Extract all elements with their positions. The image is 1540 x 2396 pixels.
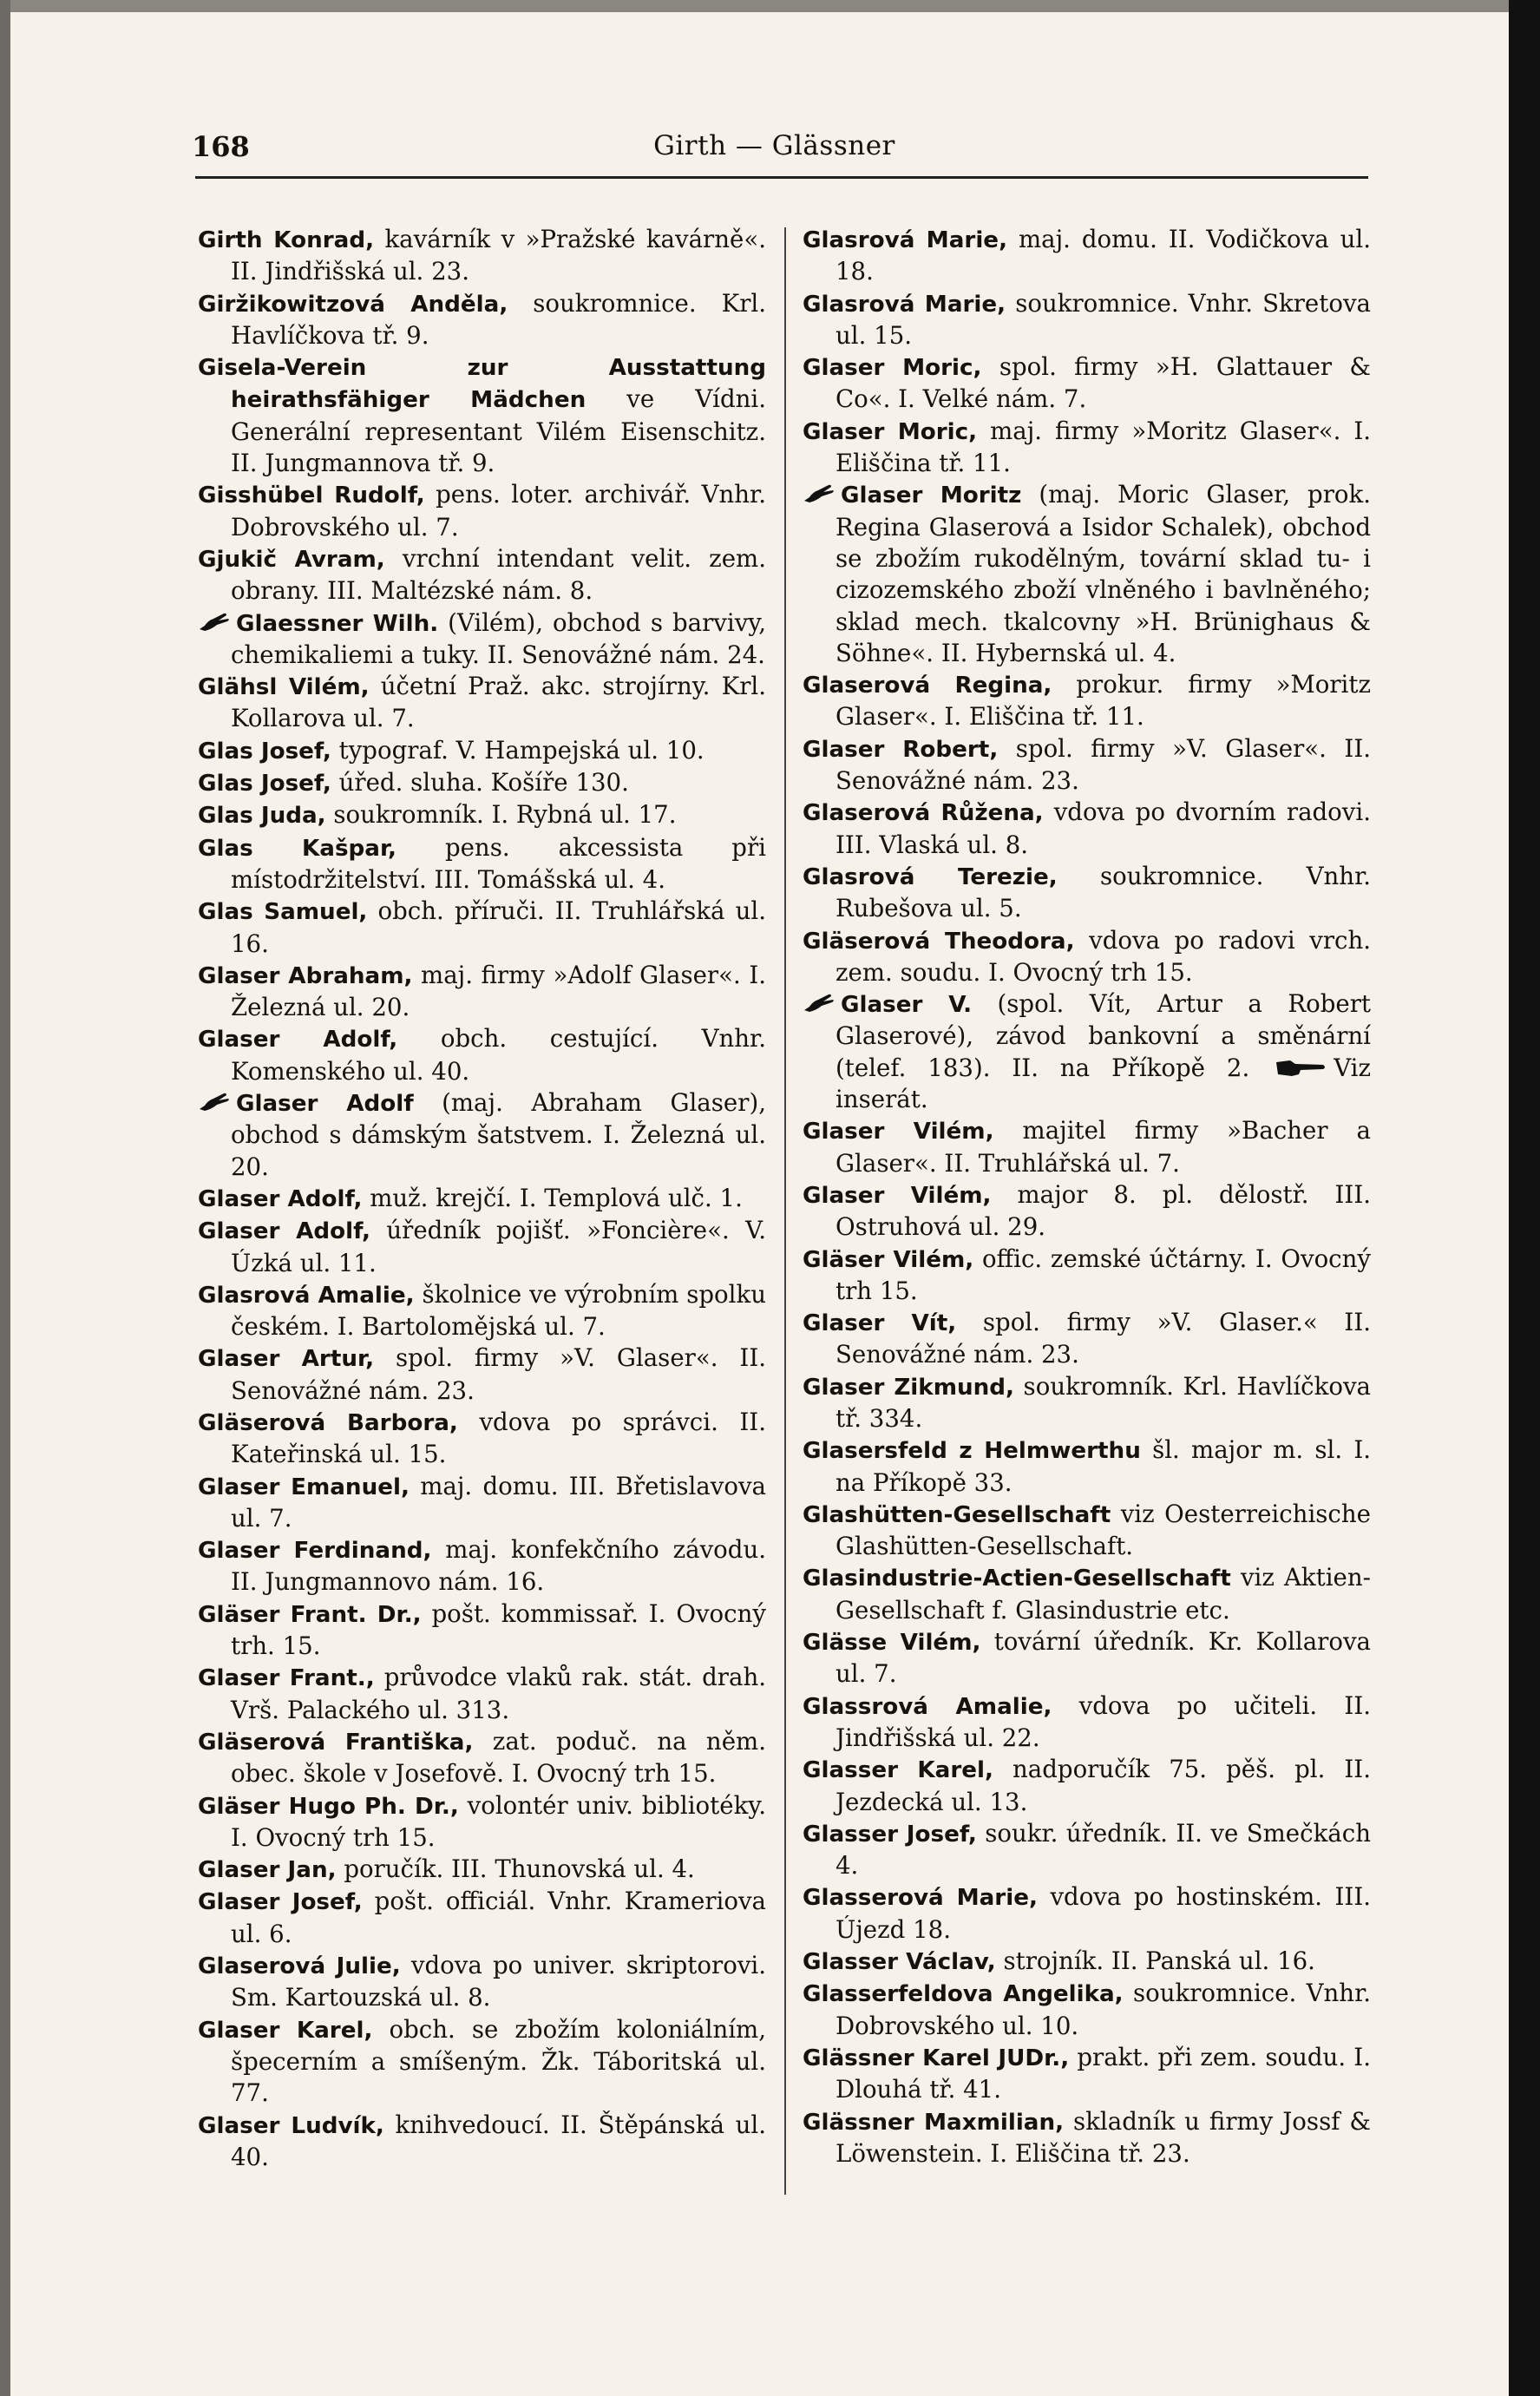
entry-details: muž. krejčí. I. Templová ulč. 1. xyxy=(370,1183,743,1212)
directory-entry xyxy=(198,1279,766,1343)
entry-name: Gläser Hugo Ph. Dr., xyxy=(198,1793,459,1820)
entry-name: Glasindustrie-Actien-Gesellschaft xyxy=(803,1566,1231,1592)
entry-details: knihvedoucí. II. Štěpánská ul. 40. xyxy=(231,2110,766,2171)
directory-entry xyxy=(803,1244,1371,1308)
entry-details: vdova po dvorním radovi. III. Vlaská ul. 8. xyxy=(836,798,1371,859)
entry-details: offic. zemské účtárny. I. Ovocný trh 15. xyxy=(836,1244,1371,1305)
directory-entry xyxy=(198,351,766,479)
entry-name: Gläserová Theodora, xyxy=(803,928,1075,955)
entry-name: Glaser Karel, xyxy=(198,2017,373,2044)
entry-details: účetní Praž. akc. strojírny. Krl. Kollarova ul. 7. xyxy=(231,672,766,733)
directory-entry xyxy=(198,288,766,352)
entry-name: Glaser Adolf, xyxy=(198,1218,371,1245)
directory-entry xyxy=(198,1790,766,1854)
entry-name: Glasrová Terezie, xyxy=(803,863,1058,890)
entry-name: Glaser Adolf, xyxy=(198,1185,363,1212)
directory-entry xyxy=(198,2110,766,2174)
entry-details: školnice ve výrobním spolku českém. I. Bartolomějská ul. 7. xyxy=(231,1279,766,1342)
entry-details: poručík. III. Thunovská ul. 4. xyxy=(344,1854,695,1884)
entry-name: Glaser Vilém, xyxy=(803,1182,992,1209)
directory-entry xyxy=(803,1371,1371,1435)
entry-name: Glashütten-Gesellschaft xyxy=(803,1501,1111,1528)
directory-entry xyxy=(198,1854,766,1886)
entry-details: obch. cestující. Vnhr. Komenského ul. 40. xyxy=(231,1024,766,1086)
entry-name: Glaser Moric, xyxy=(803,418,978,445)
directory-entry xyxy=(803,1626,1371,1690)
entry-details: (maj. Abraham Glaser), obchod s dámským šatstvem. I. Železná ul. 20. xyxy=(231,1088,766,1181)
directory-entry xyxy=(198,1023,766,1087)
entry-details: nadporučík 75. pěš. pl. II. Jezdecká ul. 13. xyxy=(836,1755,1371,1816)
directory-entry xyxy=(198,832,766,896)
directory-entry xyxy=(803,1946,1371,1978)
entry-name: Glässe Vilém, xyxy=(803,1630,981,1657)
entry-details: úředník pojišť. »Foncière«. V. Úzká ul. 11. xyxy=(231,1216,766,1277)
entry-name: Gisela-Verein zur Ausstattung heirathsfähiger Mädchen xyxy=(198,355,766,414)
telephone-mark-icon xyxy=(803,482,836,504)
entry-details: maj. konfekčního závodu. II. Jungmannovo nám. 16. xyxy=(231,1535,766,1597)
entry-details: obch. se zbožím koloniálním, špecerním a smíšeným. Žk. Táboritská ul. 77. xyxy=(231,2014,766,2108)
directory-entry xyxy=(198,896,766,960)
entry-name: Glas Josef, xyxy=(198,738,331,765)
directory-entry xyxy=(803,733,1371,798)
entry-details: strojník. II. Panská ul. 16. xyxy=(1003,1946,1315,1976)
directory-entry xyxy=(803,1881,1371,1946)
directory-entry xyxy=(803,416,1371,480)
right-column xyxy=(803,224,1371,2170)
entry-name: Glas Josef, xyxy=(198,771,331,798)
entry-details: úřed. sluha. Košíře 130. xyxy=(338,768,629,798)
directory-entry xyxy=(803,797,1371,861)
entry-name: Glas Kašpar, xyxy=(198,835,396,862)
pointing-hand-icon xyxy=(1275,1057,1327,1080)
directory-entry xyxy=(198,1342,766,1407)
entry-details: pens. loter. archivář. Vnhr. Dobrovského ul. 7. xyxy=(231,480,766,542)
entry-name: Glaser Jan, xyxy=(198,1857,337,1884)
scan-border-left xyxy=(0,0,10,2396)
entry-name: Glässner Maxmilian, xyxy=(803,2109,1065,2136)
entry-name: Glaser Adolf, xyxy=(198,1027,398,1054)
entry-details: soukr. úředník. II. ve Smečkách 4. xyxy=(836,1818,1371,1881)
entry-details: pošt. kommissař. I. Ovocný trh. 15. xyxy=(231,1598,766,1661)
directory-entry xyxy=(803,1978,1371,2042)
entry-details: zat. poduč. na něm. obec. škole v Josefově. I. Ovocný trh 15. xyxy=(231,1726,766,1789)
entry-name: Glaser Abraham, xyxy=(198,962,413,989)
entry-name: Gjukič Avram, xyxy=(198,546,385,573)
directory-entry xyxy=(803,479,1371,669)
entry-details: vrchní intendant velit. zem. obrany. III. Maltézské nám. 8. xyxy=(231,543,766,606)
entry-name: Glasser Josef, xyxy=(803,1821,977,1848)
telephone-mark-icon xyxy=(803,991,836,1014)
directory-entry xyxy=(803,1562,1371,1626)
directory-entry xyxy=(803,1115,1371,1179)
entry-name: Glaser Artur, xyxy=(198,1346,375,1373)
entry-details: soukromnice. Vnhr. Skretova ul. 15. xyxy=(836,288,1372,350)
entry-details: tovární úředník. Kr. Kollarova ul. 7. xyxy=(836,1627,1371,1689)
entry-name: Giržikowitzová Anděla, xyxy=(198,291,508,318)
entry-name: Glasrová Marie, xyxy=(803,227,1008,253)
directory-entry xyxy=(198,735,766,767)
entry-details: majitel firmy »Bacher a Glaser«. II. Truhlářská ul. 7. xyxy=(836,1116,1371,1178)
directory-entry xyxy=(198,607,766,672)
entry-details: soukromnice. Vnhr. Rubešova ul. 5. xyxy=(836,861,1371,923)
directory-entry xyxy=(803,1434,1371,1499)
directory-entry xyxy=(803,224,1371,288)
directory-entry xyxy=(198,1087,766,1183)
entry-name: Gläserová Františka, xyxy=(198,1729,474,1756)
entry-name: Glaser Frant., xyxy=(198,1665,375,1692)
entry-details: spol. firmy »V. Glaser.« II. Senovážné nám. 23. xyxy=(836,1308,1372,1369)
entry-name: Glaser Vít, xyxy=(803,1310,957,1337)
entry-name: Gläserová Barbora, xyxy=(198,1409,458,1436)
entry-name: Glässner Karel JUDr., xyxy=(803,2045,1070,2071)
entry-name: Glaserová Julie, xyxy=(198,1953,401,1980)
entry-name: Glaser V. xyxy=(841,992,973,1019)
entry-details: vdova po hostinském. III. Újezd 18. xyxy=(836,1882,1371,1944)
directory-entry xyxy=(803,2042,1371,2106)
directory-entry xyxy=(198,1950,766,2014)
directory-entry xyxy=(198,224,766,288)
directory-entry xyxy=(803,1179,1371,1244)
entry-name: Glasser Václav, xyxy=(803,1949,996,1976)
directory-entry xyxy=(198,1726,766,1790)
entry-name: Glaser Zikmund, xyxy=(803,1374,1014,1401)
entry-details: (maj. Moric Glaser, prok. Regina Glaserová a Isidor Schalek), obchod se zbožím rukodělným, tovární sklad tu- i cizozemského zboží vlněného i bavlněného; sklad mech. tkalcovny »H. Brünighaus & Söhne«. II. Hybernská ul. 4. xyxy=(836,480,1372,667)
telephone-mark-icon xyxy=(198,1090,231,1113)
directory-entry xyxy=(803,861,1371,925)
entry-name: Gläser Frant. Dr., xyxy=(198,1601,422,1628)
directory-entry xyxy=(198,1886,766,1950)
entry-name: Glaser Adolf xyxy=(236,1091,414,1118)
entry-details: vdova po univer. skriptorovi. Sm. Kartouzská ul. 8. xyxy=(231,1951,767,2012)
entry-name: Glasser Karel, xyxy=(803,1757,993,1784)
directory-entry xyxy=(198,1534,766,1598)
entry-details: soukromník. Krl. Havlíčkova tř. 334. xyxy=(836,1371,1371,1433)
column-divider xyxy=(784,227,786,2195)
entry-details: ve Vídni. Generální representant Vilém Eisenschitz. II. Jungmannova tř. 9. xyxy=(231,384,766,478)
entry-details: průvodce vlaků rak. stát. drah. Vrš. Palackého ul. 313. xyxy=(231,1663,766,1724)
directory-entry xyxy=(198,1183,766,1215)
directory-entry xyxy=(198,479,766,543)
directory-entry xyxy=(803,351,1371,416)
directory-entry xyxy=(198,1407,766,1471)
entry-name: Glasersfeld z Helmwerthu xyxy=(803,1438,1141,1465)
entry-name: Glähsl Vilém, xyxy=(198,674,370,701)
entry-details: vdova po učiteli. II. Jindřišská ul. 22. xyxy=(836,1690,1371,1752)
entry-name: Glaser Ferdinand, xyxy=(198,1538,432,1565)
entry-name: Girth Konrad, xyxy=(198,227,375,253)
entry-name: Glaser Ludvík, xyxy=(198,2112,384,2139)
entry-details: soukromnice. Krl. Havlíčkova tř. 9. xyxy=(231,288,767,350)
directory-entry xyxy=(803,288,1371,352)
entry-details: prakt. při zem. soudu. I. Dlouhá tř. 41. xyxy=(836,2042,1371,2104)
entry-details: obch. příruči. II. Truhlářská ul. 16. xyxy=(231,896,766,958)
scan-border-right xyxy=(1509,0,1540,2396)
entry-name: Glaser Moric, xyxy=(803,355,982,382)
entry-name: Glaserová Regina, xyxy=(803,673,1052,699)
directory-entry xyxy=(198,2014,766,2110)
entry-details: spol. firmy »H. Glattauer & Co«. I. Velké nám. 7. xyxy=(836,352,1371,414)
directory-entry xyxy=(198,1471,766,1535)
directory-entry xyxy=(198,799,766,831)
entry-name: Glaser Moritz xyxy=(841,482,1022,509)
directory-entry xyxy=(198,960,766,1024)
entry-name: Glaser Vilém, xyxy=(803,1119,994,1145)
header-rule xyxy=(195,176,1368,179)
entry-details: vdova po radovi vrch. zem. soudu. I. Ovocný trh 15. xyxy=(836,925,1372,987)
entry-name: Glaser Josef, xyxy=(198,1889,363,1916)
entry-name: Glasserfeldova Angelika, xyxy=(803,1981,1124,2008)
entry-details: maj. firmy »Adolf Glaser«. I. Železná ul. 20. xyxy=(231,960,767,1022)
entry-details: major 8. pl. dělostř. III. Ostruhová ul. 29. xyxy=(836,1179,1372,1242)
directory-entry xyxy=(198,671,766,735)
entry-name: Gläser Vilém, xyxy=(803,1246,974,1273)
entry-details: (spol. Vít, Artur a Robert Glaserové), závod bankovní a směnární (telef. 183). II. na Příkopě 2. xyxy=(836,989,1371,1082)
entry-name: Glasrová Marie, xyxy=(803,291,1006,318)
entry-details: maj. domu. III. Břetislavova ul. 7. xyxy=(231,1471,766,1533)
entry-name: Glas Samuel, xyxy=(198,899,368,926)
entry-name: Glasrová Amalie, xyxy=(198,1282,415,1309)
entry-name: Glaessner Wilh. xyxy=(236,610,439,637)
entry-details: (Vilém), obchod s barvivy, chemikaliemi a tuky. II. Senovážné nám. 24. xyxy=(231,607,766,669)
entry-details: volontér univ. bibliotéky. I. Ovocný trh 15. xyxy=(231,1790,766,1852)
telephone-mark-icon xyxy=(198,610,231,633)
entry-details: spol. firmy »V. Glaser«. II. Senovážné nám. 23. xyxy=(231,1343,766,1405)
directory-entry xyxy=(803,1754,1371,1818)
entry-details: kavárník v »Pražské kavárně«. II. Jindřišská ul. 23. xyxy=(231,225,766,286)
running-head: Girth — Glässner xyxy=(653,130,895,161)
page-number: 168 xyxy=(192,130,250,163)
entry-details: viz Oesterreichische Glashütten-Gesellschaft. xyxy=(836,1499,1371,1561)
entry-name: Glas Juda, xyxy=(198,803,326,830)
directory-entry xyxy=(198,1662,766,1726)
directory-entry xyxy=(198,767,766,799)
left-column xyxy=(198,224,766,2173)
entry-details: soukromník. I. Rybná ul. 17. xyxy=(333,800,677,830)
directory-entry xyxy=(803,925,1371,989)
entry-reference: Viz inserát. xyxy=(836,1053,1371,1114)
entry-details: prokur. firmy »Moritz Glaser«. I. Eliščina tř. 11. xyxy=(836,670,1371,732)
directory-entry xyxy=(803,669,1371,733)
entry-details: maj. firmy »Moritz Glaser«. I. Eliščina tř. 11. xyxy=(836,416,1371,478)
entry-details: spol. firmy »V. Glaser«. II. Senovážné nám. 23. xyxy=(836,733,1371,796)
directory-entry xyxy=(803,2106,1371,2170)
entry-details: pošt. officiál. Vnhr. Krameriova ul. 6. xyxy=(231,1887,766,1948)
entry-name: Glassrová Amalie, xyxy=(803,1693,1052,1720)
entry-details: typograf. V. Hampejská ul. 10. xyxy=(338,735,704,765)
entry-details: maj. domu. II. Vodičkova ul. 18. xyxy=(836,225,1372,286)
entry-details: vdova po správci. II. Kateřinská ul. 15. xyxy=(231,1407,766,1469)
entry-name: Glaserová Růžena, xyxy=(803,800,1044,827)
page-header xyxy=(178,130,1371,174)
directory-entry xyxy=(198,543,766,607)
entry-details: šl. major m. sl. I. na Příkopě 33. xyxy=(836,1435,1371,1497)
directory-entry xyxy=(803,1499,1371,1563)
entry-name: Glaser Robert, xyxy=(803,736,999,763)
entry-name: Gisshübel Rudolf, xyxy=(198,482,425,509)
entry-details: pens. akcessista při místodržitelství. III. Tomášská ul. 4. xyxy=(231,832,766,894)
entry-details: skladník u firmy Jossf & Löwenstein. I. Eliščina tř. 23. xyxy=(836,2106,1371,2168)
scan-border-top xyxy=(0,0,1540,12)
directory-entry xyxy=(198,1215,766,1279)
directory-entry xyxy=(803,1307,1371,1371)
entry-details: viz Aktien-Gesellschaft f. Glasindustrie etc. xyxy=(836,1563,1371,1625)
entry-name: Glaser Emanuel, xyxy=(198,1474,410,1500)
entry-name: Glasserová Marie, xyxy=(803,1885,1038,1912)
directory-entry xyxy=(803,1818,1371,1882)
entry-details: soukromnice. Vnhr. Dobrovského ul. 10. xyxy=(836,1979,1372,2040)
directory-entry xyxy=(198,1598,766,1663)
directory-entry xyxy=(803,1690,1371,1755)
directory-entry xyxy=(803,988,1371,1115)
